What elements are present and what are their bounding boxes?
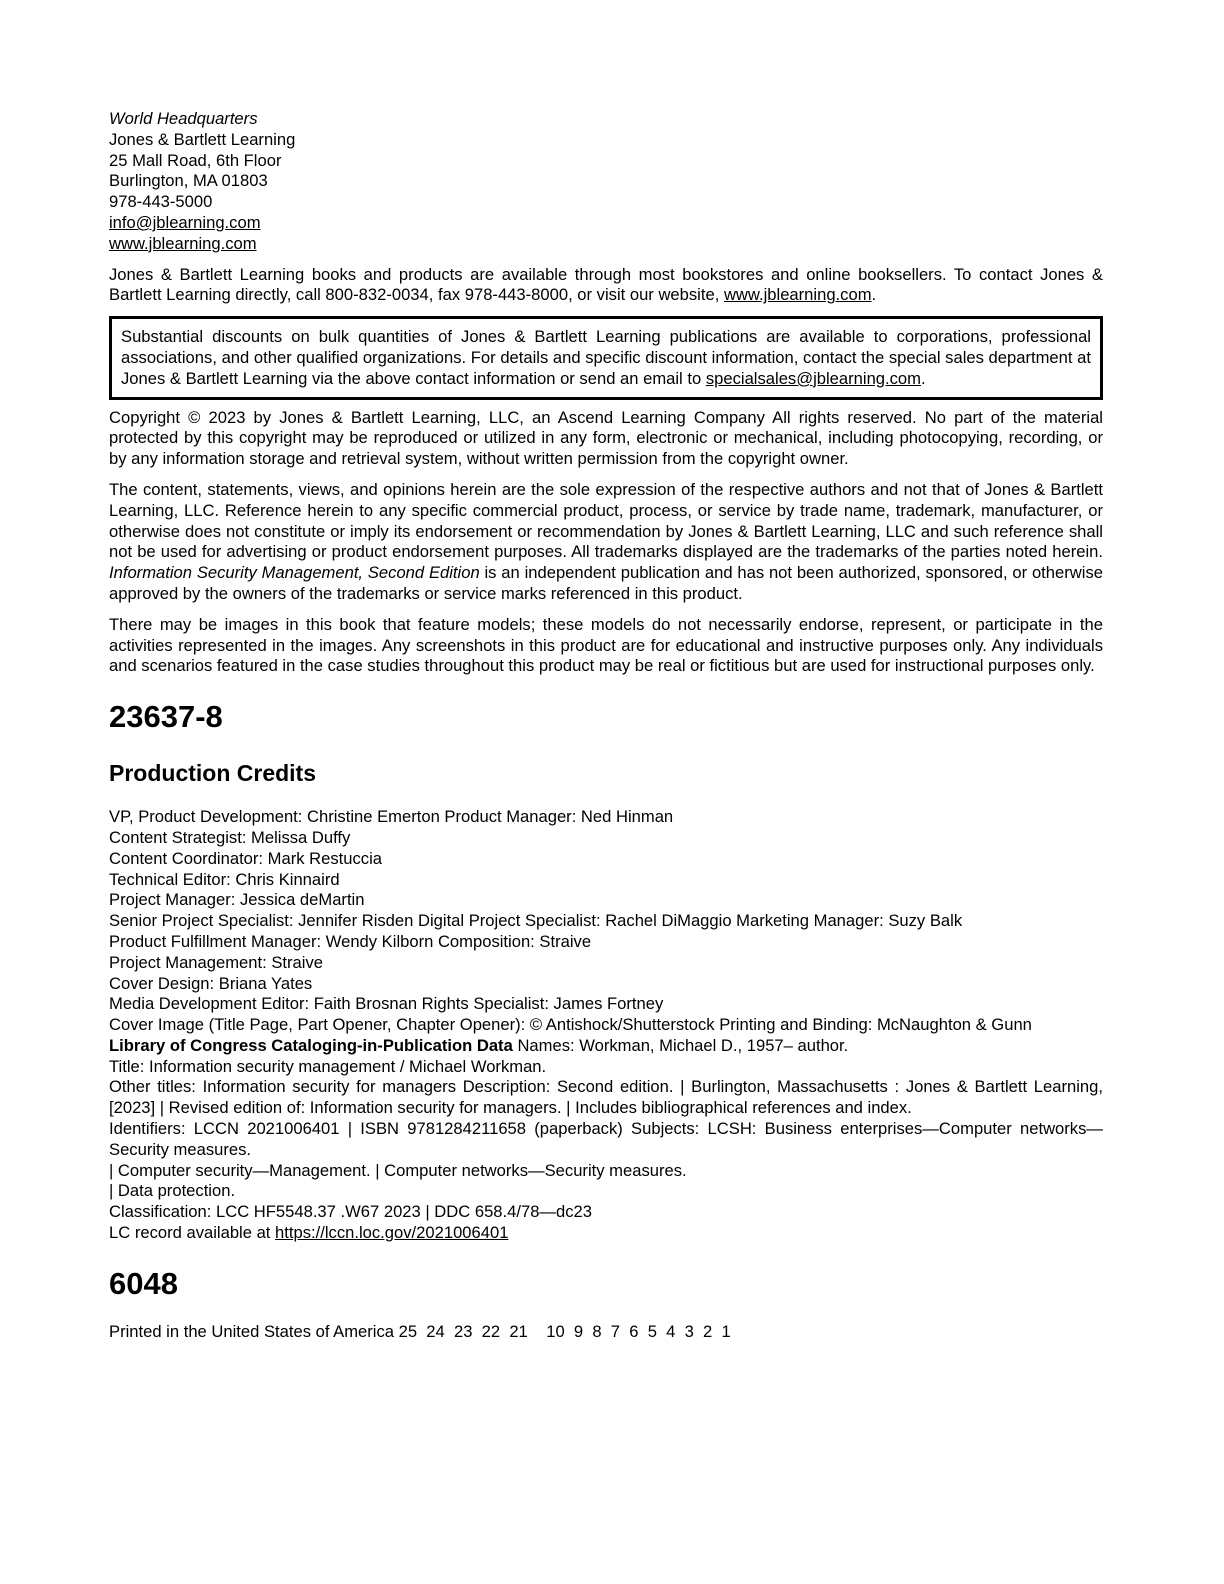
disclaimer-paragraph <box>109 480 1103 605</box>
website-link[interactable]: www.jblearning.com <box>109 233 257 253</box>
cip-other-titles: Other titles: Information security for managers Description: Second edition. | Burlington, Massachusetts : Jones & Bartlett Learning, [2023] | Revised edition of: Information security for managers. | Includes bibliographical references and index. <box>109 1077 1103 1118</box>
book-title: Information Security Management, Second Edition <box>109 563 480 583</box>
copyright-paragraph: Copyright © 2023 by Jones & Bartlett Learning, LLC, an Ascend Learning Company All rights reserved. No part of the material protected by this copyright may be reproduced or utilized in any form, electronic or mechanical, including photocopying, recording, or by any information storage and retrieval system, without written permission from the copyright owner. <box>109 407 1103 469</box>
cip-title: Title: Information security management / Michael Workman. <box>109 1056 547 1076</box>
availability-website-link[interactable]: www.jblearning.com <box>723 285 872 305</box>
production-credits-list <box>109 807 1103 1244</box>
disclaimer-text-after: is an independent publication and has not been authorized, sponsored, or otherwise approved by the owners of the trademarks or service marks referenced in this product. <box>109 563 1103 603</box>
credit-line: Senior Project Specialist: Jennifer Risden Digital Project Specialist: Rachel DiMaggio Marketing Manager: Suzy Balk <box>109 911 963 931</box>
disclaimer-text-before: The content, statements, views, and opinions herein are the sole expression of the respective authors and not that of Jones & Bartlett Learning, LLC. Reference herein to any specific commercial product, process, or service by trade name, trademark, manufacturer, or otherwise does not constitute or imply its endorsement or recommendation by Jones & Bartlett Learning, LLC and such reference shall not be used for advertising or product endorsement purposes. All trademarks displayed are the trademarks of the parties noted herein. <box>109 479 1103 562</box>
credit-line: Project Management: Straive <box>109 952 323 972</box>
cip-classification: Classification: LCC HF5548.37 .W67 2023 | DDC 658.4/78—dc23 <box>109 1202 593 1222</box>
notice-text: Substantial discounts on bulk quantities of Jones & Bartlett Learning publications are available to corporations, professional associations, and other qualified organizations. For details and specific discount information, contact the special sales department at Jones & Bartlett Learning via the above contact information or send an email to <box>121 327 1091 388</box>
credit-line: Project Manager: Jessica deMartin <box>109 890 365 910</box>
credit-line: Content Coordinator: Mark Restuccia <box>109 848 382 868</box>
production-credits-heading: Production Credits <box>109 760 317 787</box>
credit-line: Product Fulfillment Manager: Wendy Kilborn Composition: Straive <box>109 931 592 951</box>
cip-label: Library of Congress Cataloging-in-Publication Data <box>109 1035 513 1055</box>
copyright-page <box>109 109 1103 1343</box>
credit-line: Cover Design: Briana Yates <box>109 973 313 993</box>
credit-line: Technical Editor: Chris Kinnaird <box>109 869 340 889</box>
notice-end: . <box>920 368 926 388</box>
lc-record-link[interactable]: https://lccn.loc.gov/2021006401 <box>275 1223 509 1243</box>
printing-line: Printed in the United States of America 25 24 23 22 21 10 9 8 7 6 5 4 3 2 1 <box>109 1321 731 1341</box>
lc-record-prefix: LC record available at <box>109 1223 271 1243</box>
cip-subjects-2: | Computer security—Management. | Computer networks—Security measures. <box>109 1160 687 1180</box>
special-sales-email-link[interactable]: specialsales@jblearning.com <box>705 368 921 388</box>
availability-paragraph <box>109 265 1103 307</box>
cip-names: Names: Workman, Michael D., 1957– author. <box>517 1035 849 1055</box>
city-address: Burlington, MA 01803 <box>109 171 268 191</box>
availability-text: Jones & Bartlett Learning books and products are available through most bookstores and online booksellers. To contact Jones & Bartlett Learning directly, call 800-832-0034, fax 978-443-8000, or visit our website, <box>109 264 1103 305</box>
credit-line: Cover Image (Title Page, Part Opener, Chapter Opener): © Antishock/Shutterstock Printing and Binding: McNaughton & Gunn <box>109 1015 1032 1035</box>
phone-number: 978-443-5000 <box>109 192 213 212</box>
address-block <box>109 109 1103 255</box>
cip-identifiers: Identifiers: LCCN 2021006401 | ISBN 9781284211658 (paperback) Subjects: LCSH: Business enterprises—Computer networks—Security measures. <box>109 1119 1103 1159</box>
street-address: 25 Mall Road, 6th Floor <box>109 150 282 170</box>
lc-record-line <box>109 1223 1103 1244</box>
credit-line: Media Development Editor: Faith Brosnan Rights Specialist: James Fortney <box>109 994 664 1014</box>
cip-names-line <box>109 1036 1103 1057</box>
code-heading-2: 6048 <box>109 1265 178 1301</box>
credit-line: Content Strategist: Melissa Duffy <box>109 827 351 847</box>
availability-end: . <box>871 285 877 305</box>
code-heading-1: 23637-8 <box>109 699 223 735</box>
address-heading: World Headquarters <box>109 109 258 128</box>
company-name: Jones & Bartlett Learning <box>109 129 296 149</box>
email-link[interactable]: info@jblearning.com <box>109 212 261 232</box>
bulk-discount-notice <box>109 316 1103 399</box>
cip-subjects-3: | Data protection. <box>109 1181 236 1201</box>
credit-line: VP, Product Development: Christine Emerton Product Manager: Ned Hinman <box>109 807 674 827</box>
images-note-paragraph: There may be images in this book that feature models; these models do not necessarily endorse, represent, or participate in the activities represented in the images. Any screenshots in this product are for educational and instructive purposes only. Any individuals and scenarios featured in the case studies throughout this product may be real or fictitious but are used for instructional purposes only. <box>109 614 1103 676</box>
